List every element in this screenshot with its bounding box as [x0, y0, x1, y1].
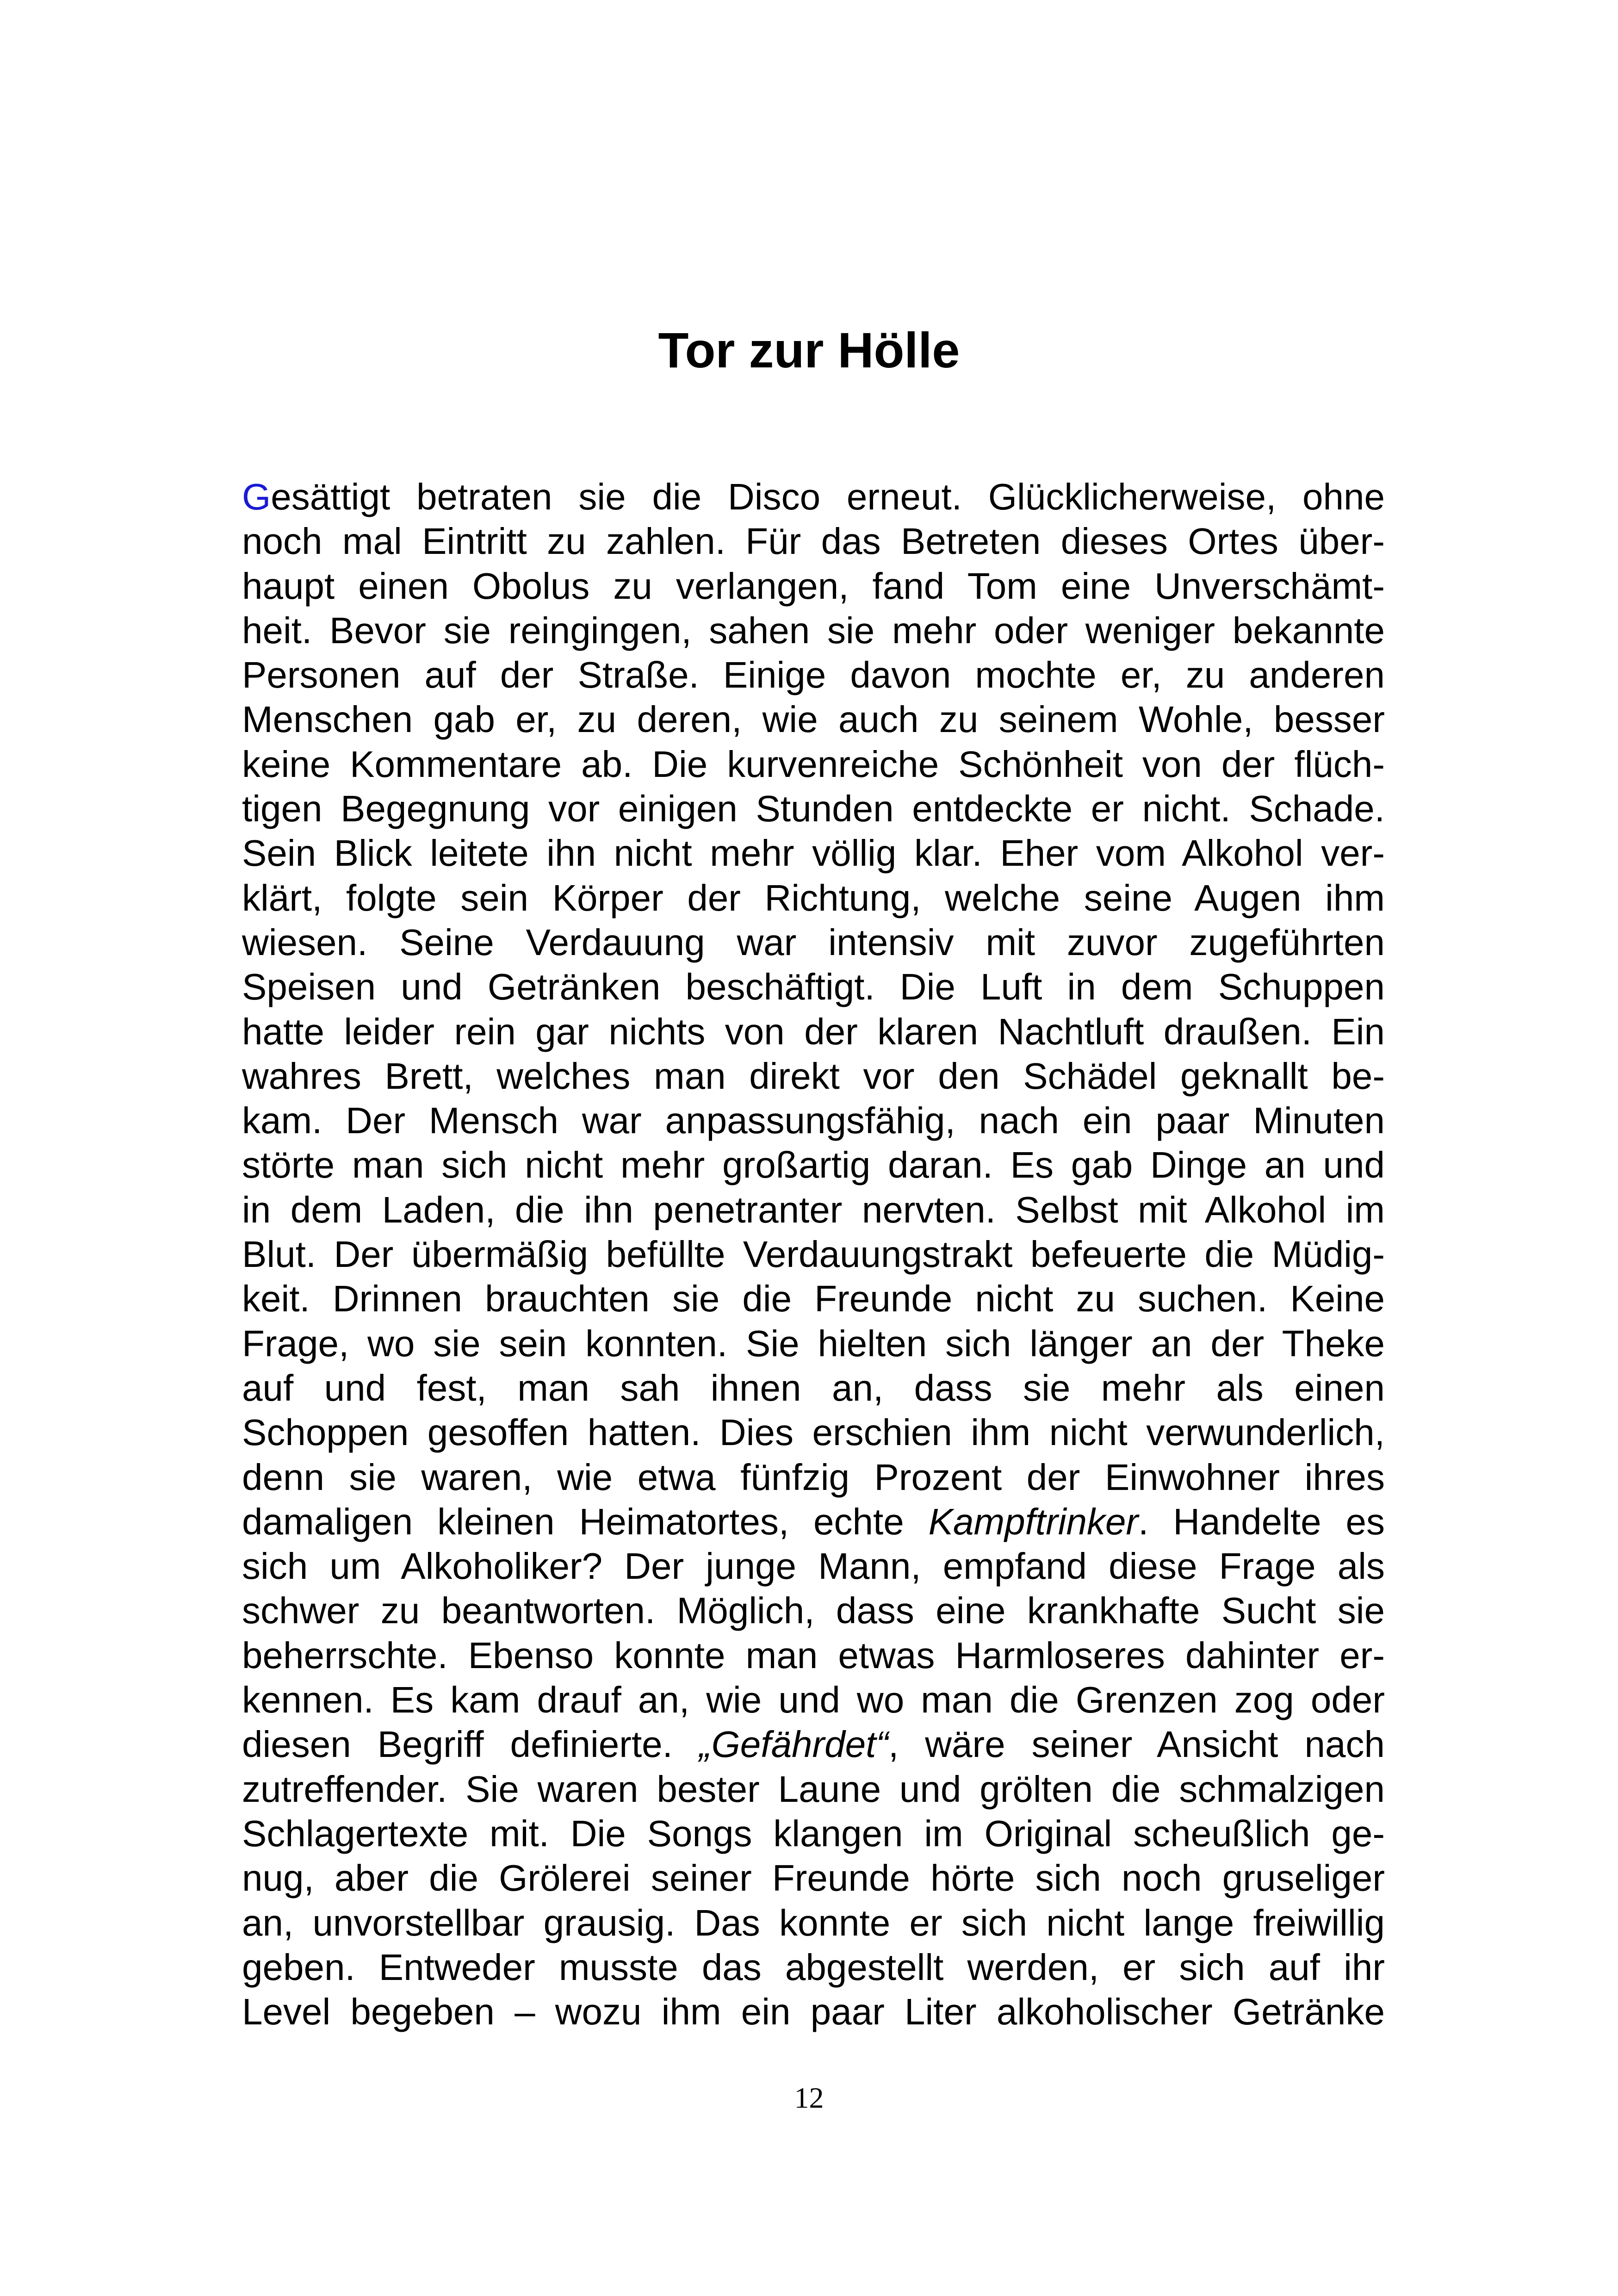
text-line-21 — [242, 1366, 1385, 1410]
text-segment: sich um Alkoholiker? Der junge Mann, empfand diese Frage als — [242, 1545, 1385, 1587]
text-line-23 — [242, 1455, 1385, 1500]
italic-term: Kampftrinker — [928, 1501, 1139, 1542]
text-line-29 — [242, 1722, 1385, 1767]
text-line-3 — [242, 564, 1385, 608]
text-segment: tigen Begegnung vor einigen Stunden entdeckte er nicht. Schade. — [242, 788, 1385, 830]
page-number: 12 — [794, 2081, 824, 2114]
text-line-5 — [242, 653, 1385, 697]
text-segment: störte man sich nicht mehr großartig daran. Es gab Dinge an und — [242, 1144, 1385, 1186]
text-segment: nug, aber die Grölerei seiner Freunde hörte sich noch gruseliger — [242, 1857, 1385, 1899]
text-line-16 — [242, 1143, 1385, 1187]
text-segment: Blut. Der übermäßig befüllte Verdauungstrakt befeuerte die Müdig- — [242, 1234, 1385, 1275]
text-line-18 — [242, 1232, 1385, 1277]
text-segment: zutreffender. Sie waren bester Laune und grölten die schmalzigen — [242, 1768, 1385, 1810]
text-line-30 — [242, 1767, 1385, 1812]
text-line-31 — [242, 1812, 1385, 1856]
text-line-25 — [242, 1544, 1385, 1589]
text-segment: wiesen. Seine Verdauung war intensiv mit zuvor zugeführten — [242, 921, 1385, 963]
text-segment: in dem Laden, die ihn penetranter nervten. Selbst mit Alkohol im — [242, 1189, 1385, 1230]
text-line-19 — [242, 1277, 1385, 1321]
text-segment: haupt einen Obolus zu verlangen, fand Tom eine Unverschämt- — [242, 565, 1385, 607]
text-segment: . Handelte es — [1138, 1501, 1385, 1542]
text-line-2 — [242, 519, 1385, 564]
text-line-6 — [242, 697, 1385, 742]
text-line-4 — [242, 608, 1385, 653]
text-line-33 — [242, 1901, 1385, 1945]
text-line-20 — [242, 1322, 1385, 1366]
text-line-22 — [242, 1410, 1385, 1455]
text-line-10 — [242, 876, 1385, 920]
text-segment: beherrschte. Ebenso konnte man etwas Harmloseres dahinter er- — [242, 1634, 1385, 1676]
text-segment: geben. Entweder musste das abgestellt werden, er sich auf ihr — [242, 1946, 1385, 1988]
body-paragraph — [242, 475, 1385, 2034]
chapter-title: Tor zur Hölle — [658, 322, 960, 378]
text-line-1 — [242, 475, 1385, 519]
text-line-9 — [242, 831, 1385, 875]
text-line-28 — [242, 1678, 1385, 1722]
text-segment: wahres Brett, welches man direkt vor den Schädel geknallt be- — [242, 1055, 1385, 1097]
text-line-8 — [242, 787, 1385, 831]
text-segment: Personen auf der Straße. Einige davon mochte er, zu anderen — [242, 654, 1385, 696]
text-segment: denn sie waren, wie etwa fünfzig Prozent der Einwohner ihres — [242, 1456, 1385, 1498]
text-line-35 — [242, 1990, 1385, 2034]
text-segment: heit. Bevor sie reingingen, sahen sie mehr oder weniger bekannte — [242, 609, 1385, 651]
text-line-26 — [242, 1589, 1385, 1633]
text-segment: klärt, folgte sein Körper der Richtung, welche seine Augen ihm — [242, 877, 1385, 918]
text-segment: Schlagertexte mit. Die Songs klangen im Original scheußlich ge- — [242, 1812, 1385, 1854]
text-line-27 — [242, 1633, 1385, 1678]
text-segment: hatte leider rein gar nichts von der klaren Nachtluft draußen. Ein — [242, 1011, 1385, 1052]
text-segment: Schoppen gesoffen hatten. Dies erschien ihm nicht verwunderlich, — [242, 1412, 1385, 1453]
text-line-24 — [242, 1500, 1385, 1544]
text-line-17 — [242, 1188, 1385, 1232]
text-line-15 — [242, 1098, 1385, 1143]
text-line-11 — [242, 920, 1385, 965]
text-line-12 — [242, 965, 1385, 1009]
text-segment: damaligen kleinen Heimatortes, echte — [242, 1501, 929, 1542]
text-segment: keine Kommentare ab. Die kurvenreiche Schönheit von der flüch- — [242, 743, 1385, 785]
text-segment: kam. Der Mensch war anpassungsfähig, nach ein paar Minuten — [242, 1100, 1385, 1142]
text-segment: Menschen gab er, zu deren, wie auch zu seinem Wohle, besser — [242, 699, 1385, 740]
text-line-32 — [242, 1856, 1385, 1900]
text-line-34 — [242, 1945, 1385, 1990]
text-segment: diesen Begriff definierte. — [242, 1724, 699, 1765]
text-segment: Sein Blick leitete ihn nicht mehr völlig klar. Eher vom Alkohol ver- — [242, 832, 1385, 874]
text-segment: Speisen und Getränken beschäftigt. Die Luft in dem Schuppen — [242, 966, 1385, 1008]
initial-letter: G — [242, 476, 271, 517]
text-segment: , wäre seiner Ansicht nach — [888, 1724, 1385, 1765]
text-segment: noch mal Eintritt zu zahlen. Für das Betreten dieses Ortes über- — [242, 521, 1385, 562]
text-line-14 — [242, 1054, 1385, 1098]
text-segment: keit. Drinnen brauchten sie die Freunde nicht zu suchen. Keine — [242, 1278, 1385, 1320]
text-segment: esättigt betraten sie die Disco erneut. Glücklicherweise, ohne — [271, 476, 1385, 517]
text-segment: schwer zu beantworten. Möglich, dass eine krankhafte Sucht sie — [242, 1590, 1385, 1632]
text-segment: Level begeben – wozu ihm ein paar Liter alkoholischer Getränke — [242, 1991, 1385, 2033]
text-line-7 — [242, 742, 1385, 787]
text-segment: Frage, wo sie sein konnten. Sie hielten sich länger an der Theke — [242, 1322, 1385, 1364]
text-segment: auf und fest, man sah ihnen an, dass sie mehr als einen — [242, 1367, 1385, 1409]
text-line-13 — [242, 1010, 1385, 1054]
text-segment: an, unvorstellbar grausig. Das konnte er sich nicht lange freiwillig — [242, 1902, 1385, 1943]
italic-term: „Gefährdet“ — [699, 1724, 888, 1765]
text-segment: kennen. Es kam drauf an, wie und wo man die Grenzen zog oder — [242, 1679, 1385, 1721]
